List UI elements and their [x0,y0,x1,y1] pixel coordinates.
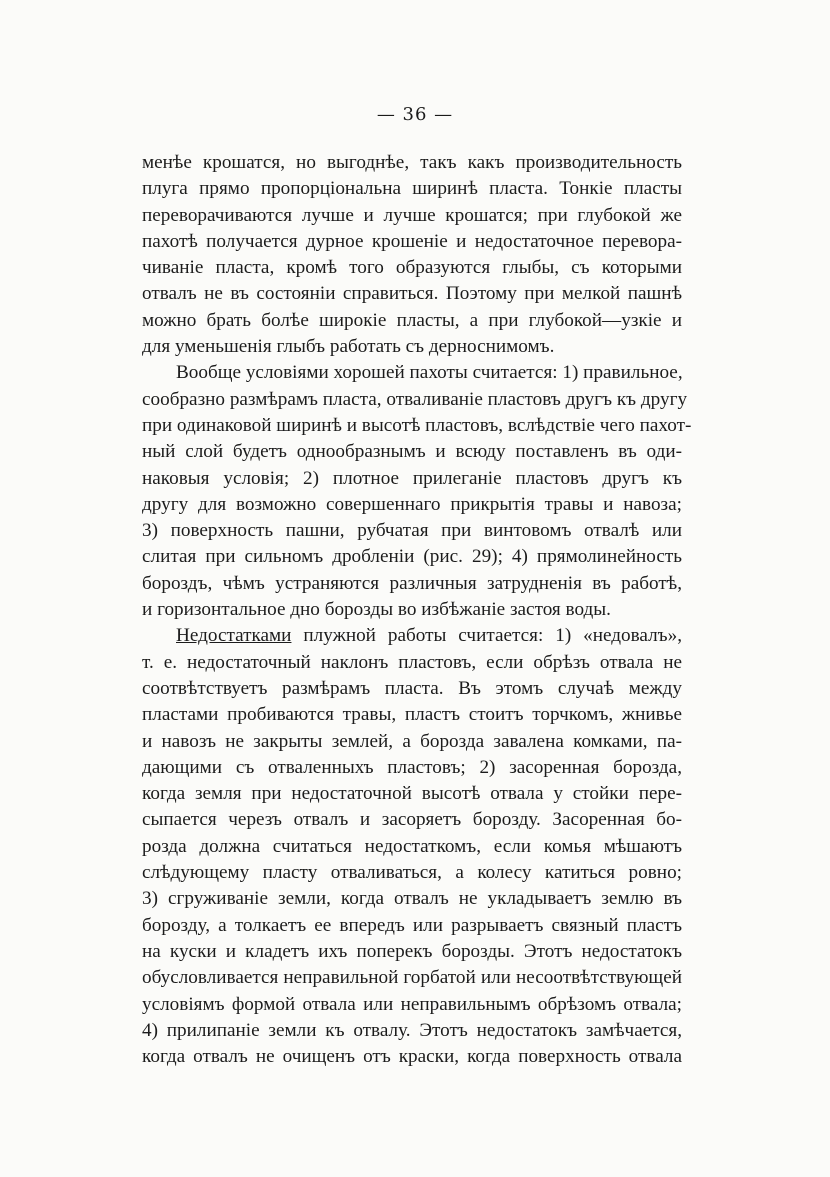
text-line: и навозъ не закрыты землей, а борозда завалена комками, па- [142,730,682,752]
text-line: когда земля при недостаточной высотѣ отвала у стойки пере- [142,783,682,805]
text-line: бороздъ, чѣмъ устраняются различныя затрудненія въ работѣ, [142,572,682,594]
text-line: на куски и кладетъ ихъ поперекъ борозды. Этотъ недостатокъ [142,940,682,962]
text-line: обусловливается неправильной горбатой или несоотвѣтствующей [142,967,682,989]
text-line: 3) сгруживаніе земли, когда отвалъ не укладываетъ землю въ [142,888,682,910]
text-line: т. е. недостаточный наклонъ пластовъ, если обрѣзъ отвала не [142,651,682,673]
text-line: когда отвалъ не очищенъ отъ краски, когда поверхность отвала [142,1046,682,1068]
text-line: пластами пробиваются травы, пластъ стоитъ торчкомъ, жнивье [142,704,682,726]
text-line: другу для возможно совершеннаго прикрытія травы и навоза; [142,493,682,515]
text-line: ный слой будетъ однообразнымъ и всюду поставленъ въ оди- [142,441,682,463]
text-line: 3) поверхность пашни, рубчатая при винтовомъ отвалѣ или [142,520,682,542]
text-line-rest: плужной работы считается: 1) «недовалъ», [291,625,682,647]
text-line: для уменьшенія глыбъ работать съ дерноснимомъ. [142,336,555,358]
body-text [142,150,692,1070]
text-line: условіямъ формой отвала или неправильнымъ обрѣзомъ отвала; [142,993,682,1015]
text-line: чиваніе пласта, кромѣ того образуются глыбы, съ которыми [142,257,682,279]
text-line: и горизонтальное дно борозды во избѣжаніе застоя воды. [142,599,611,621]
text-line: Вообще условіями хорошей пахоты считается: 1) правильное, [176,362,683,384]
text-line: менѣе крошатся, но выгоднѣе, такъ какъ производительность [142,152,682,173]
text-line: сообразно размѣрамъ пласта, отваливаніе пластовъ другъ къ другу [142,388,688,410]
text-line: плуга прямо пропорціональна ширинѣ пласта. Тонкіе пласты [142,178,682,200]
text-line: соотвѣтствуетъ размѣрамъ пласта. Въ этомъ случаѣ между [142,677,682,699]
text-line: розда должна считаться недостаткомъ, если комья мѣшаютъ [142,835,682,857]
text-line: слитая при сильномъ дробленіи (рис. 29); 4) прямолинейность [142,546,682,568]
text-line: можно брать болѣе широкіе пласты, а при глубокой—узкіе и [142,309,682,331]
text-line: сыпается черезъ отвалъ и засоряетъ борозду. Засоренная бо- [142,809,682,831]
underlined-term: Недостатками [176,625,292,647]
page-number: — 36 — [376,104,454,125]
text-line: наковыя условія; 2) плотное прилеганіе пластовъ другъ къ [142,467,682,489]
text-line: борозду, а толкаетъ ее впередъ или разрываетъ связный пластъ [142,914,682,936]
text-line: пахотѣ получается дурное крошеніе и недостаточное переворa- [142,230,682,252]
text-line: переворачиваются лучше и лучше крошатся; при глубокой же [142,204,682,226]
text-line: слѣдующему пласту отваливаться, а колесу катиться ровно; [142,862,682,884]
text-line: при одинаковой ширинѣ и высотѣ пластовъ, вслѣдствіе чего пахот- [142,414,692,436]
text-line: 4) прилипаніе земли къ отвалу. Этотъ недостатокъ замѣчается, [142,1019,682,1041]
text-line: отвалъ не въ состояніи справиться. Поэтому при мелкой пашнѣ [142,283,682,305]
text-line: дающими съ отваленныхъ пластовъ; 2) засоренная борозда, [142,756,682,778]
text-line [142,623,682,649]
